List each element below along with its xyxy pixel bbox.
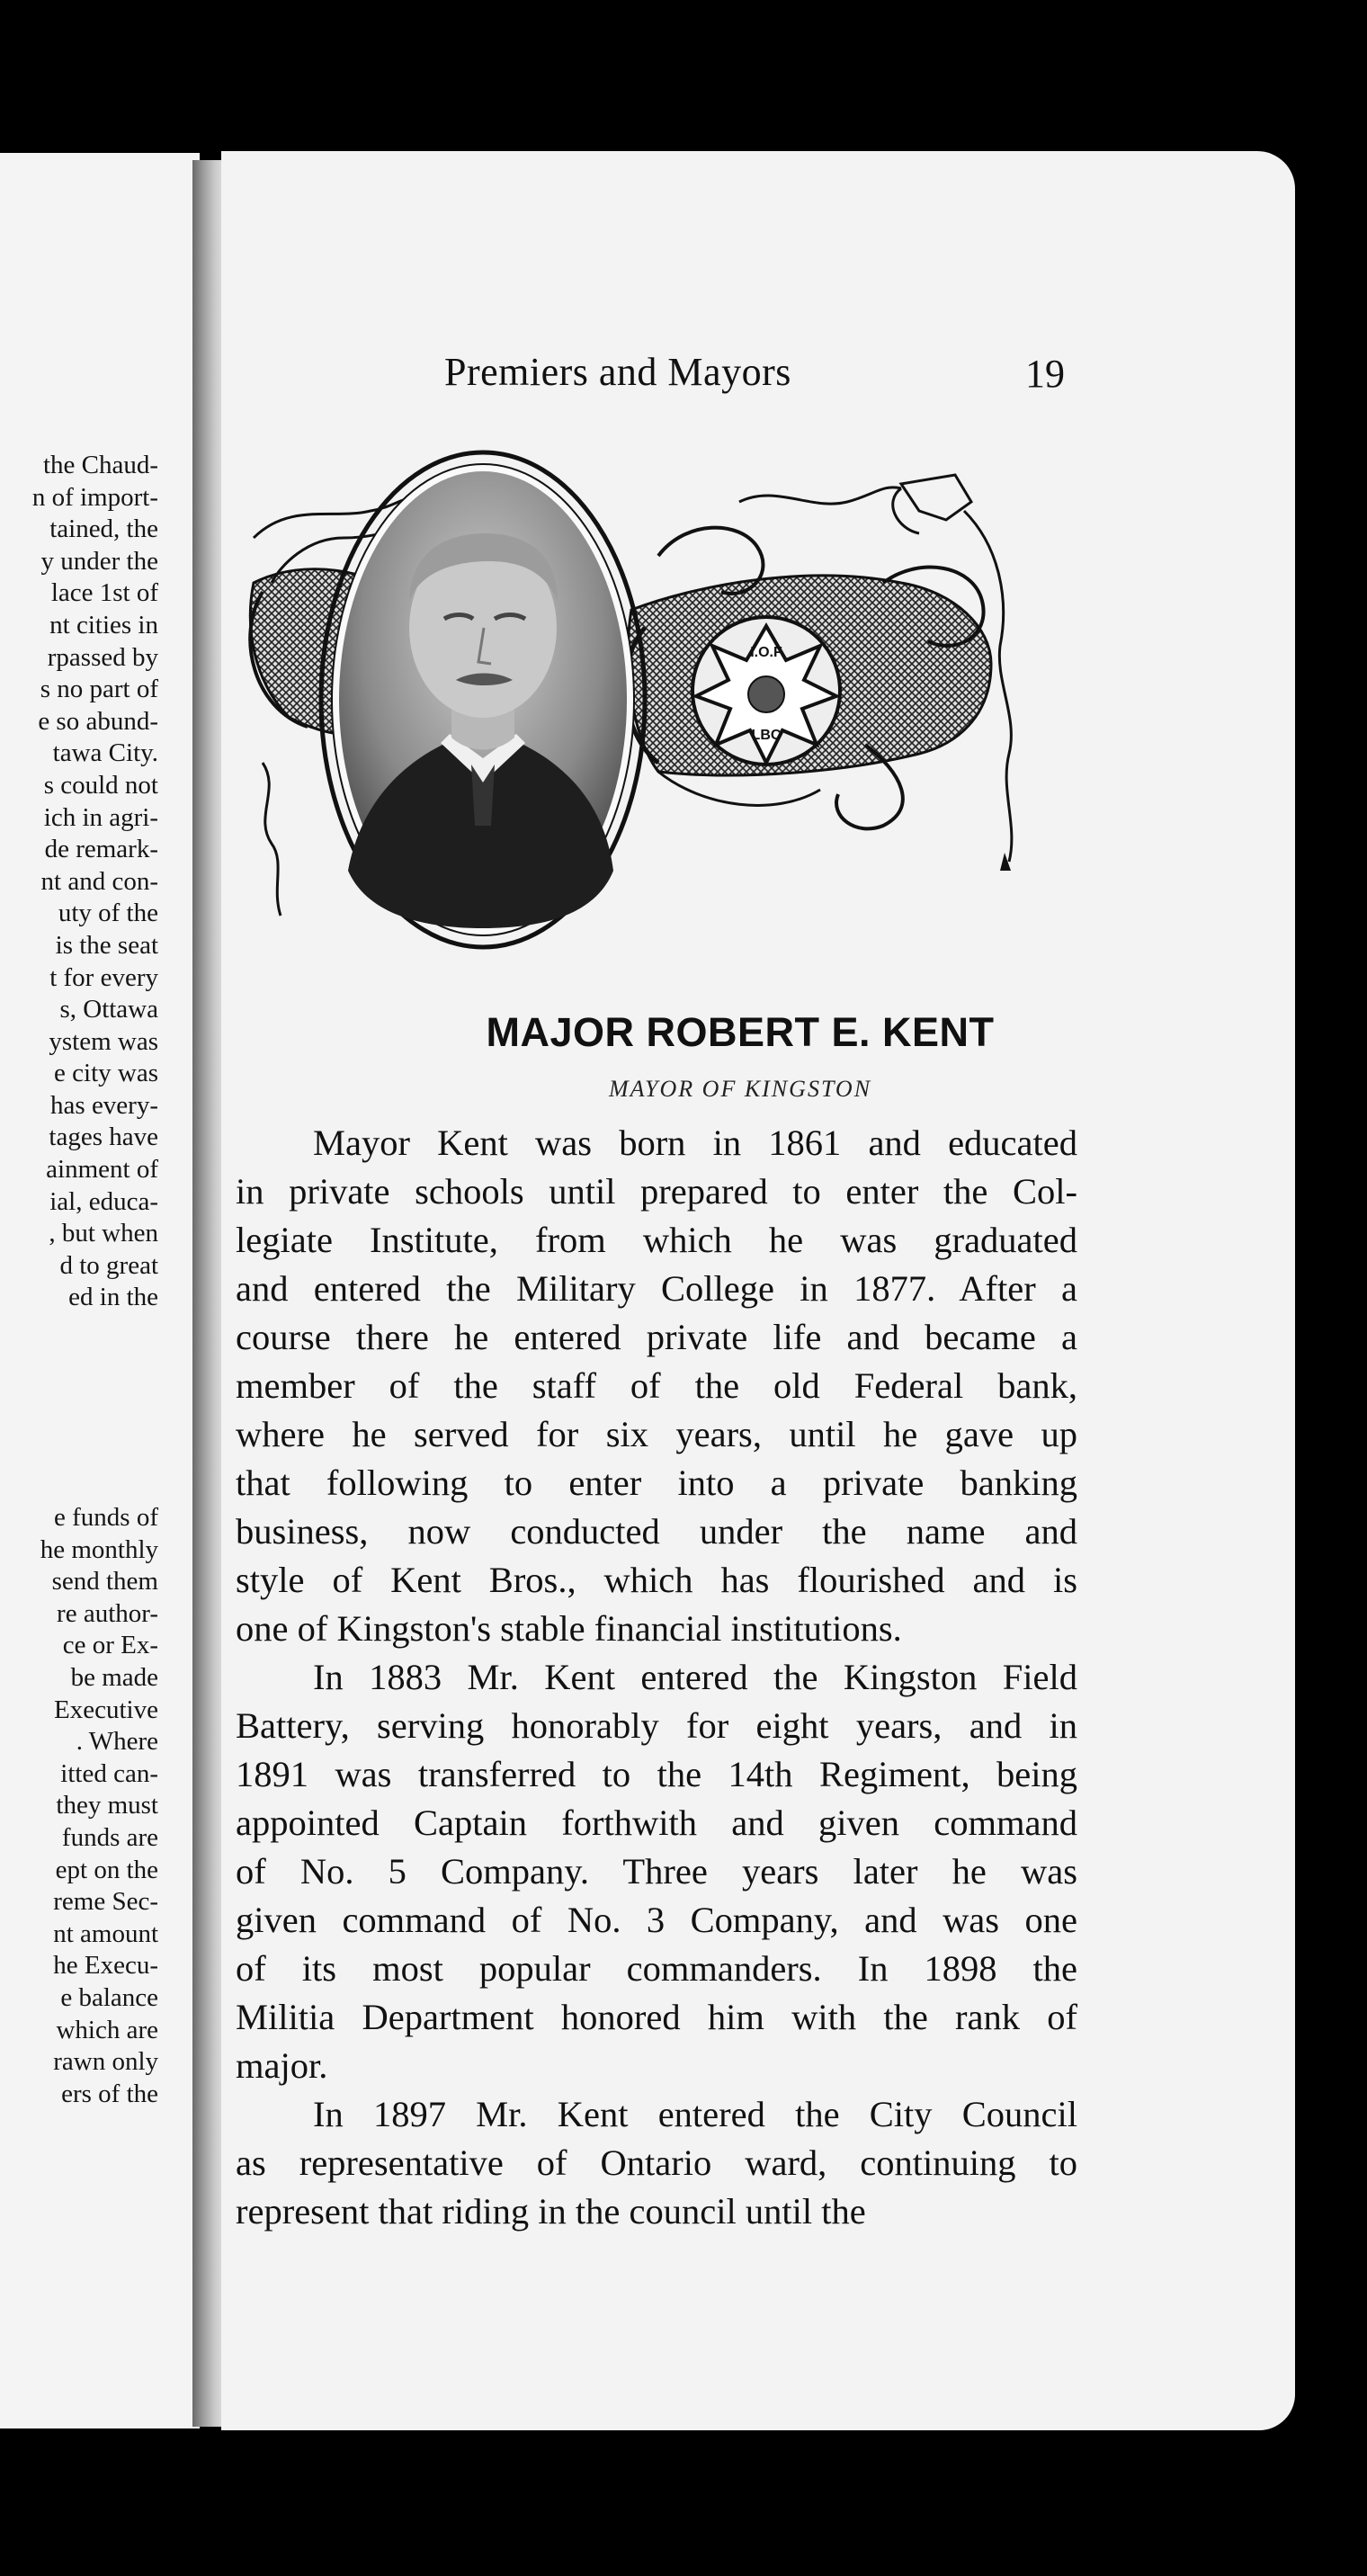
ornamental-frame — [236, 448, 1063, 952]
body-line: where he served for six years, until he gave up — [236, 1414, 1077, 1454]
left-page-line: s could not — [43, 770, 158, 800]
left-page-line: . Where — [76, 1727, 158, 1757]
left-page-line: , but when — [49, 1219, 158, 1248]
left-page-line: s no part of — [40, 675, 158, 704]
body-line: in private schools until prepared to enter the Col- — [236, 1171, 1077, 1212]
left-page-line: ystem was — [49, 1026, 158, 1056]
left-page-line: is the seat — [55, 930, 158, 960]
left-page-line: lace 1st of — [50, 578, 158, 608]
body-line: member of the staff of the old Federal bank, — [236, 1365, 1077, 1406]
left-page-line: funds are — [61, 1822, 158, 1852]
left-page-line: y under the — [40, 546, 158, 576]
left-page-line: rpassed by — [47, 642, 158, 672]
body-line: In 1897 Mr. Kent entered the City Council — [313, 2094, 1077, 2134]
left-page-line: tained, the — [49, 514, 158, 544]
body-line: major. — [236, 2045, 328, 2086]
body-line: that following to enter into a private banking — [236, 1462, 1077, 1503]
left-page-line: ainment of — [46, 1155, 158, 1185]
left-page-line: rawn only — [53, 2047, 158, 2077]
left-page-line: itted can- — [60, 1758, 158, 1788]
left-page-line: e funds of — [54, 1503, 158, 1532]
body-line: appointed Captain forthwith and given command — [236, 1802, 1077, 1843]
body-line: as representative of Ontario ward, continuing to — [236, 2142, 1077, 2183]
article-body — [236, 1119, 1077, 2236]
body-line: Battery, serving honorably for eight years, and in — [236, 1705, 1077, 1746]
left-page-line: be made — [70, 1662, 158, 1692]
left-page-line: ept on the — [55, 1855, 158, 1884]
left-page-line: ich in agri- — [43, 802, 158, 832]
left-page-line: de remark- — [44, 835, 158, 864]
article-title: MAJOR ROBERT E. KENT — [486, 1009, 995, 1055]
body-line: In 1883 Mr. Kent entered the Kingston Field — [313, 1657, 1077, 1697]
left-page-line: tawa City. — [52, 738, 158, 768]
body-line: style of Kent Bros., which has flourished and is — [236, 1560, 1077, 1600]
left-page-line: reme Sec- — [53, 1887, 158, 1917]
body-line: given command of No. 3 Company, and was one — [236, 1900, 1077, 1940]
page-number: 19 — [1025, 352, 1065, 396]
emblem-icon — [692, 617, 840, 765]
emblem-text-bottom: LBC — [751, 728, 782, 743]
body-line: of No. 5 Company. Three years later he was — [236, 1851, 1077, 1892]
left-page-line: they must — [56, 1791, 158, 1820]
left-page-line: nt cities in — [49, 610, 158, 640]
left-page-line: has every- — [50, 1090, 158, 1120]
running-head: Premiers and Mayors — [444, 350, 791, 394]
left-page-line: uty of the — [58, 899, 158, 928]
body-line: of its most popular commanders. In 1898 the — [236, 1948, 1077, 1989]
left-page-line: he monthly — [40, 1534, 158, 1564]
body-line: Mayor Kent was born in 1861 and educated — [313, 1123, 1077, 1163]
left-page-line: re author- — [57, 1598, 158, 1628]
body-line: legiate Institute, from which he was graduated — [236, 1220, 1077, 1260]
left-page-line: e city was — [54, 1059, 158, 1088]
body-line: Militia Department honored him with the rank of — [236, 1997, 1077, 2037]
body-line: and entered the Military College in 1877. After a — [236, 1268, 1077, 1309]
left-page-line: e so abund- — [38, 706, 158, 736]
body-line: 1891 was transferred to the 14th Regiment, being — [236, 1754, 1077, 1794]
left-page-line: nt amount — [53, 1919, 158, 1948]
left-page-column-top — [0, 450, 158, 1314]
article-subtitle: MAYOR OF KINGSTON — [608, 1076, 872, 1102]
emblem-text-top: I.O.F — [750, 645, 782, 660]
left-page-line: ce or Ex- — [62, 1631, 158, 1660]
left-page-line: t for every — [49, 962, 158, 992]
left-page-line: d to great — [59, 1250, 158, 1280]
portrait-illustration — [236, 448, 1063, 952]
left-page-line: he Execu- — [53, 1951, 158, 1981]
body-line: represent that riding in the council until the — [236, 2191, 866, 2232]
left-page-line: which are — [56, 2015, 158, 2044]
body-line: course there he entered private life and became a — [236, 1317, 1077, 1357]
body-line: one of Kingston's stable financial institutions. — [236, 1608, 902, 1649]
left-page-line: the Chaud- — [42, 451, 158, 479]
left-page-line: ial, educa- — [49, 1186, 158, 1216]
left-page — [0, 153, 200, 2428]
left-page-line: ers of the — [61, 2079, 158, 2108]
left-page-line: n of import- — [31, 482, 158, 512]
left-page-line: s, Ottawa — [59, 995, 158, 1024]
left-page-line: send them — [51, 1567, 158, 1597]
left-page-line: ed in the — [68, 1283, 158, 1312]
left-page-line: tages have — [49, 1123, 158, 1152]
body-line: business, now conducted under the name and — [236, 1511, 1077, 1552]
left-page-line: e balance — [60, 1982, 158, 2012]
left-page-line: nt and con- — [40, 866, 158, 896]
left-page-column-bottom — [0, 1502, 158, 2110]
left-page-line: Executive — [54, 1695, 158, 1724]
